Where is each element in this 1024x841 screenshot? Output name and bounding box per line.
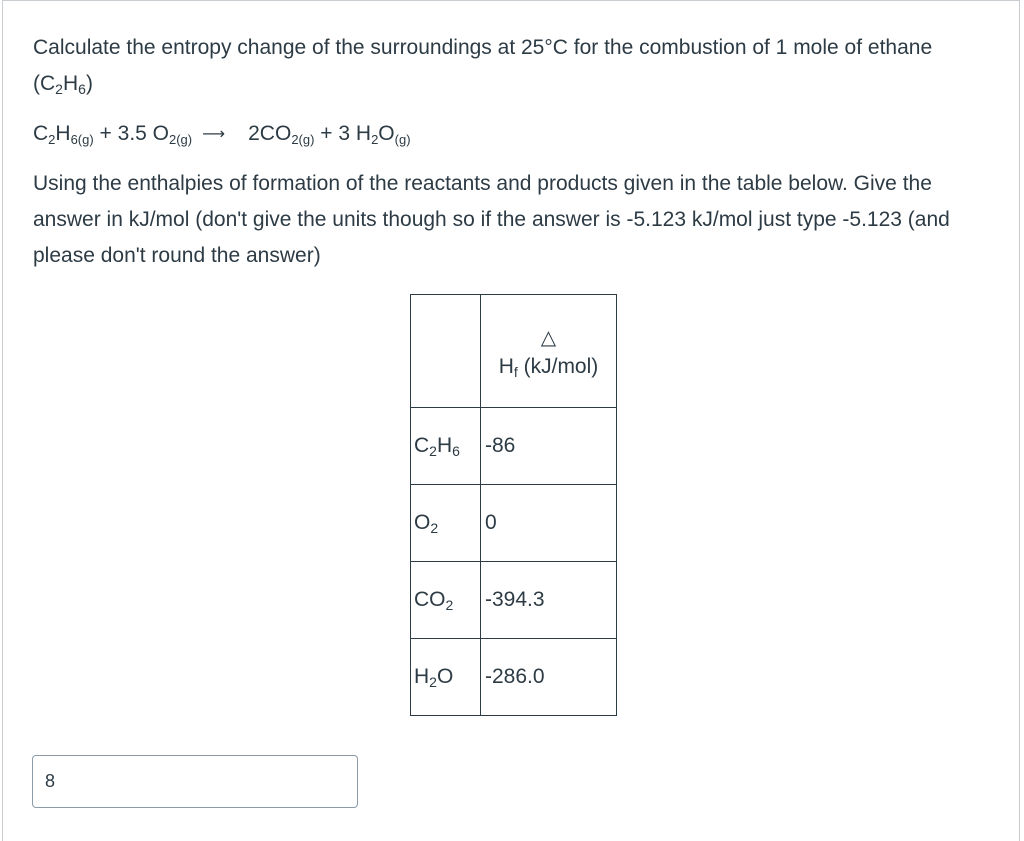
table-header-hf: △ $H_f$ (kJ/mol) [481, 295, 617, 408]
table-row [411, 485, 617, 562]
table-row [411, 408, 617, 485]
species-cell: $H_2O$ [411, 639, 481, 716]
hf-value-cell: 0 [481, 485, 617, 562]
reaction-arrow-icon: ⟶ [202, 126, 226, 143]
hf-value-cell: -394.3 [481, 562, 617, 639]
delta-icon: △ [540, 327, 557, 349]
question-intro: Calculate the entropy change of the surroundings at 25°C for the combustion of 1 mole of ethane $(C_2H_6)$ [33, 36, 933, 97]
hf-value-cell: -86 [481, 408, 617, 485]
table-header-row [411, 295, 617, 408]
table-row [411, 639, 617, 716]
table-row [411, 562, 617, 639]
hf-value-cell: -286.0 [481, 639, 617, 716]
answer-input[interactable] [32, 755, 358, 808]
table-header-empty [411, 295, 481, 408]
enthalpy-table [410, 294, 617, 716]
species-cell: $CO_2$ [411, 562, 481, 639]
species-cell: $C_2H_6$ [411, 408, 481, 485]
question-text [33, 30, 993, 274]
species-cell: $O_2$ [411, 485, 481, 562]
reaction-equation: $C_2H_{6(g)} + 3.5$ $O_{2(g)}$ ⟶ $2CO_{2(g)} + 3$ $H_2O_{(g)}$ [33, 116, 993, 152]
question-instructions: Using the enthalpies of formation of the reactants and products given in the table below. Give the answer in kJ/mol (don't give the units though so if the answer is -5.123 kJ/mol just type -5.123 (and please don't round the answer) [33, 172, 950, 267]
